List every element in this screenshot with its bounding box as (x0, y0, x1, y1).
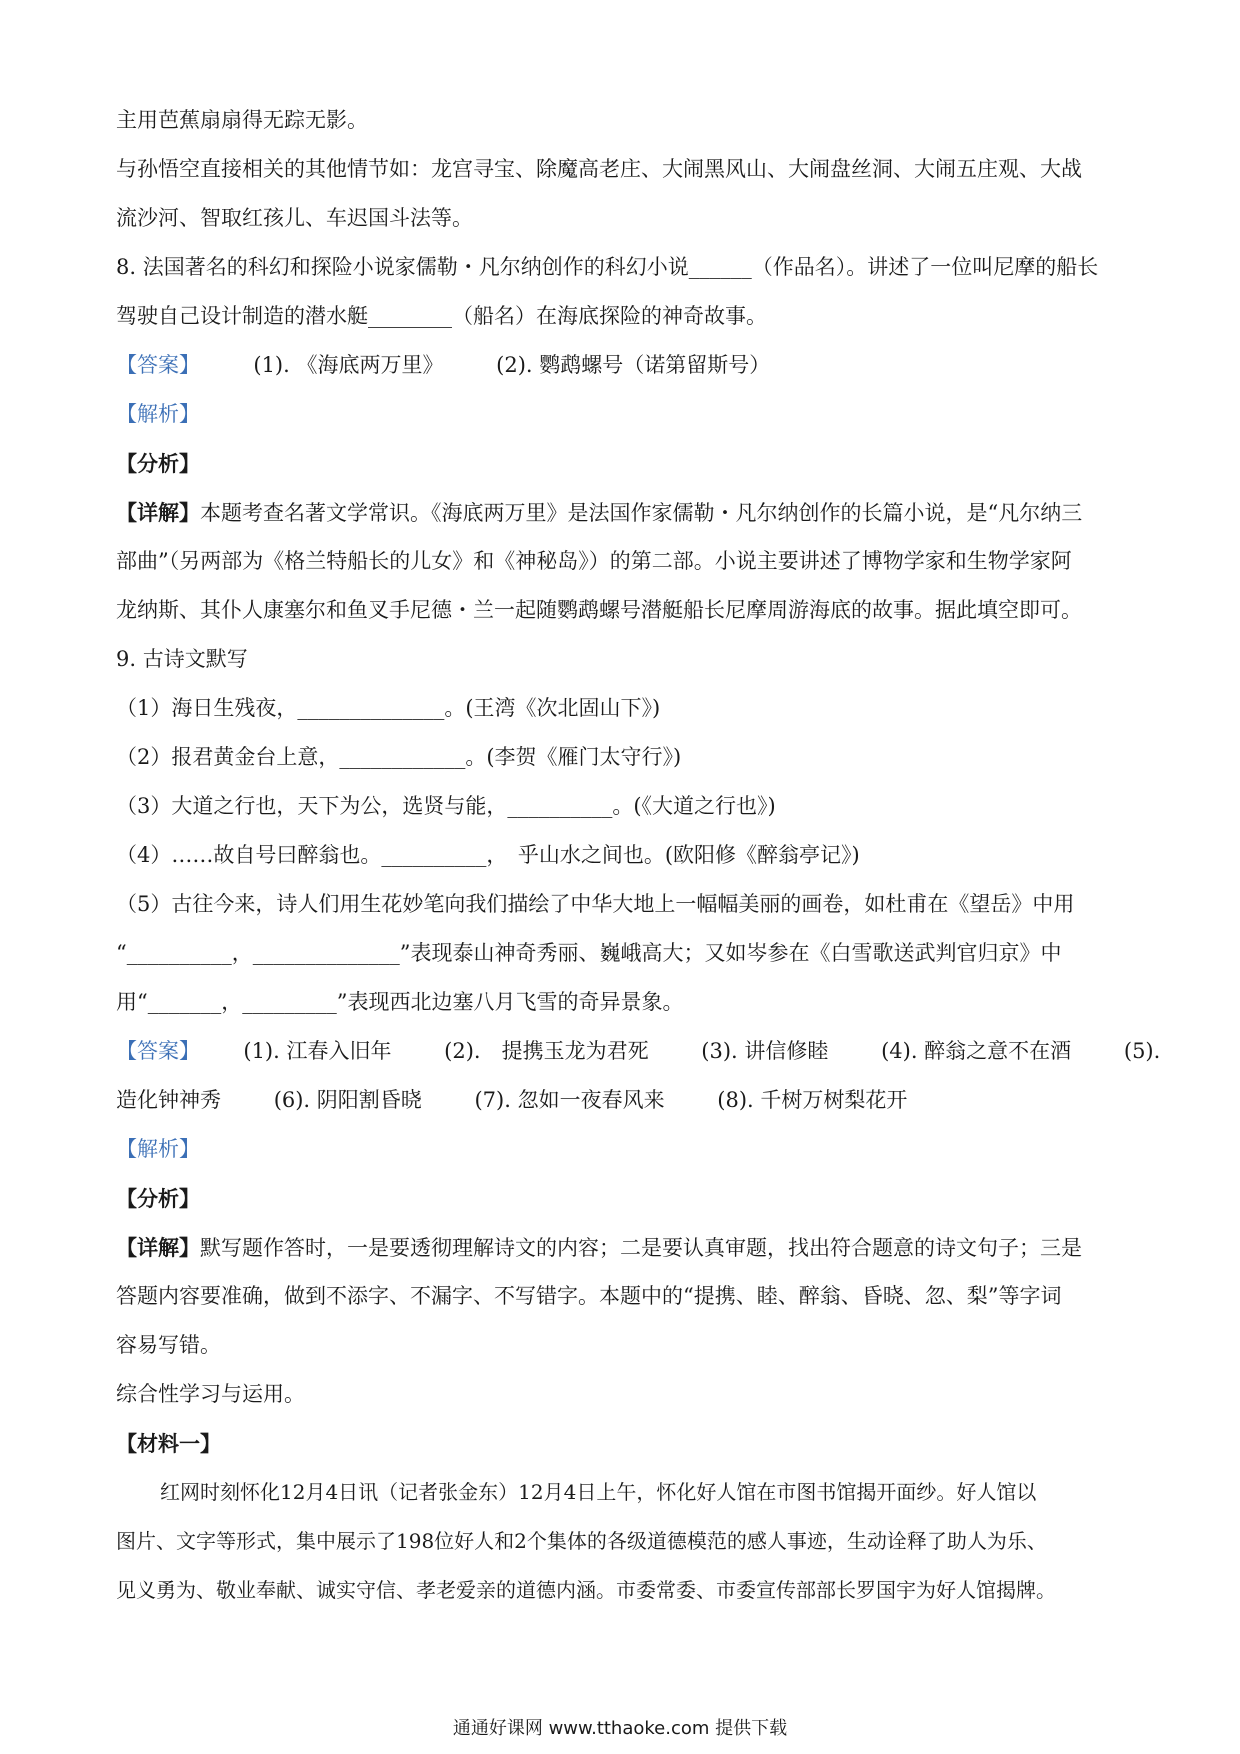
question-9-item: （2）报君黄金台上意，____________。(李贺《雁门太守行》) (116, 745, 682, 769)
detail-tag: 【详解】 (116, 1235, 200, 1260)
answer-item: 造化钟神秀 (116, 1088, 221, 1112)
question-9-item: “__________，______________”表现泰山神奇秀丽、巍峨高大；又如岑参在《白雪歌送武判官归京》中 (116, 941, 1062, 965)
analysis-tag: 【解析】 (116, 402, 200, 426)
material-tag: 【材料一】 (116, 1431, 221, 1456)
detail-line (116, 488, 1136, 537)
answer-item: (7). 忽如一夜春风来 (474, 1088, 665, 1112)
fenxi-tag: 【分析】 (116, 1186, 200, 1211)
question-8-line: 驾驶自己设计制造的潜水艇________（船名）在海底探险的神奇故事。 (116, 304, 767, 328)
detail-line: 容易写错。 (116, 1333, 221, 1357)
detail-line: 龙纳斯、其仆人康塞尔和鱼叉手尼德・兰一起随鹦鹉螺号潜艇船长尼摩周游海底的故事。据此填空即可。 (116, 598, 1082, 622)
q9-answer-row (116, 1027, 1161, 1076)
question-9-title: 9. 古诗文默写 (116, 647, 248, 671)
answer-item: (6). 阴阳割昏晓 (273, 1088, 422, 1112)
answer-tag: 【答案】 (116, 1039, 200, 1063)
section-title: 综合性学习与运用。 (116, 1382, 305, 1406)
question-8-line: 8. 法国著名的科幻和探险小说家儒勒・凡尔纳创作的科幻小说______（作品名）。讲述了一位叫尼摩的船长 (116, 255, 1099, 279)
answer-item: (4). 醉翁之意不在酒 (881, 1039, 1072, 1063)
question-9-item: （4）……故自号曰醉翁也。__________， 乎山水之间也。(欧阳修《醉翁亭记》) (116, 843, 860, 867)
fenxi-tag: 【分析】 (116, 451, 200, 476)
material-line: 红网时刻怀化12月4日讯（记者张金东）12月4日上午，怀化好人馆在市图书馆揭开面纱。好人馆以 (160, 1480, 1037, 1504)
detail-line: 答题内容要准确，做到不添字、不漏字、不写错字。本题中的“提携、睦、醉翁、昏晓、忽、梨”等字词 (116, 1284, 1062, 1308)
material-line: 见义勇为、敬业奉献、诚实守信、孝老爱亲的道德内涵。市委常委、市委宣传部部长罗国宇为好人馆揭牌。 (116, 1578, 1056, 1602)
answer-item: (2). 提携玉龙为君死 (444, 1039, 649, 1063)
detail-line (116, 1223, 1136, 1272)
detail-tag: 【详解】 (116, 500, 200, 525)
document-page (116, 96, 1161, 1615)
detail-line: 部曲”（另两部为《格兰特船长的儿女》和《神秘岛》）的第二部。小说主要讲述了博物学家和生物学家阿 (116, 549, 1072, 573)
answer-item: (3). 讲信修睦 (701, 1039, 829, 1063)
answer-item: (5). (1123, 1039, 1161, 1063)
material-line: 图片、文字等形式，集中展示了198位好人和2个集体的各级道德模范的感人事迹，生动诠释了助人为乐、 (116, 1529, 1047, 1553)
question-9-item: （5）古往今来，诗人们用生花妙笔向我们描绘了中华大地上一幅幅美丽的画卷，如杜甫在《望岳》中用 (116, 892, 1075, 916)
answer-item: (8). 千树万树梨花开 (717, 1088, 908, 1112)
q8-answer-row (116, 341, 1136, 390)
answer-item: (2). 鹦鹉螺号（诺第留斯号） (496, 353, 771, 377)
text-line: 主用芭蕉扇扇得无踪无影。 (116, 108, 368, 132)
answer-tag: 【答案】 (116, 353, 200, 377)
analysis-tag: 【解析】 (116, 1137, 200, 1161)
question-9-item: （3）大道之行也，天下为公，选贤与能，__________。(《大道之行也》) (116, 794, 776, 818)
page-footer: 通通好课网 www.tthaoke.com 提供下载 (452, 1718, 788, 1739)
q9-answer-row (116, 1076, 1136, 1125)
detail-text: 本题考查名著文学常识。《海底两万里》是法国作家儒勒・凡尔纳创作的长篇小说，是“凡尔纳三 (200, 501, 1083, 525)
text-line: 流沙河、智取红孩儿、车迟国斗法等。 (116, 206, 473, 230)
text-line: 与孙悟空直接相关的其他情节如：龙宫寻宝、除魔高老庄、大闹黑风山、大闹盘丝洞、大闹五庄观、大战 (116, 157, 1082, 181)
detail-text: 默写题作答时，一是要透彻理解诗文的内容；二是要认真审题，找出符合题意的诗文句子；三是 (200, 1236, 1082, 1260)
question-9-item: 用“_______，_________”表现西北边塞八月飞雪的奇异景象。 (116, 990, 684, 1014)
answer-item: (1). 江春入旧年 (243, 1039, 392, 1063)
question-9-item: （1）海日生残夜，______________。(王湾《次北固山下》) (116, 696, 661, 720)
answer-item: (1). 《海底两万里》 (253, 353, 444, 377)
